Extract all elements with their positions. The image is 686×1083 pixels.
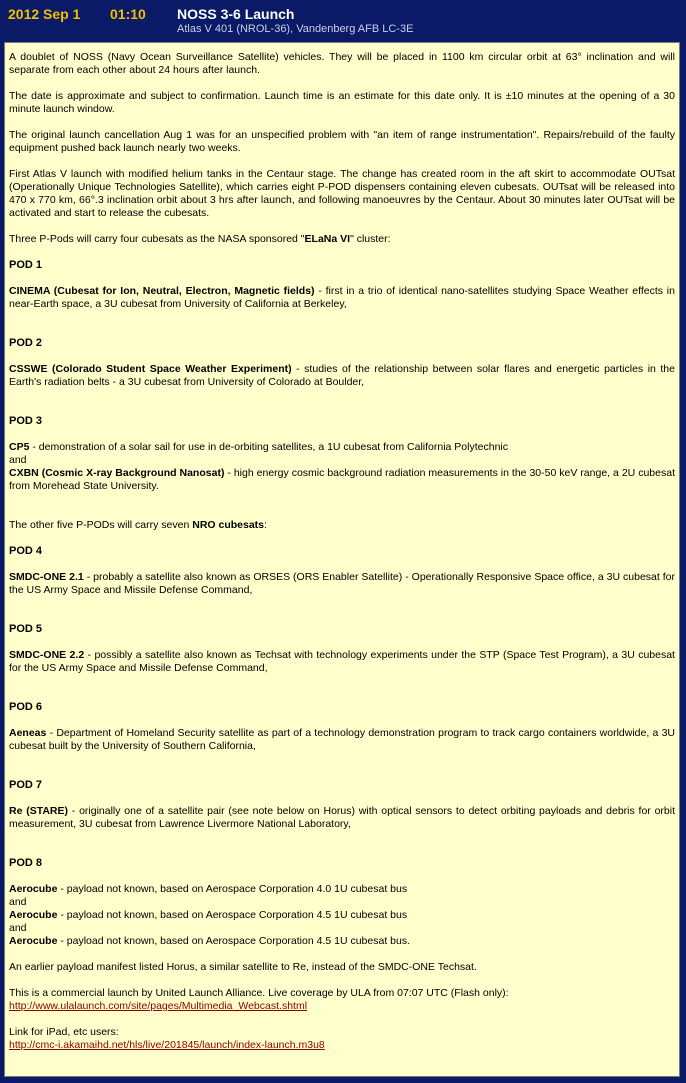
pod-7-heading: POD 7 <box>9 779 43 791</box>
pod-5-name: SMDC-ONE 2.2 <box>9 649 85 661</box>
nro-cubesats: NRO cubesats <box>192 519 265 531</box>
horus-paragraph: An earlier payload manifest listed Horus, a similar satellite to Re, instead of the SMDC-ONE Techsat. <box>9 961 477 973</box>
pod-8c-name: Aerocube <box>9 935 58 947</box>
pod-1-heading: POD 1 <box>9 259 43 271</box>
elana-cluster-name: ELaNa VI <box>304 233 351 245</box>
pod-8-desc <box>9 883 675 948</box>
elana-post: " cluster: <box>350 233 391 245</box>
pod-7-desc <box>9 805 675 831</box>
intro-paragraph: A doublet of NOSS (Navy Ocean Surveillance Satellite) vehicles. They will be placed in 1100 km circular orbit at 63° inclination and will separate from each other about 24 hours after launch. <box>9 51 675 76</box>
ipad-paragraph <box>9 1026 675 1052</box>
elana-paragraph <box>9 233 675 246</box>
pod-2-desc <box>9 363 675 389</box>
pod-1-text: - first in a trio of identical nano-satellites studying Space Weather effects in near-Earth space, a 3U cubesat from University of California at Berkeley, <box>9 285 675 310</box>
pod-3-and: and <box>9 454 27 466</box>
outsat-paragraph: First Atlas V launch with modified helium tanks in the Centaur stage. The change has created room in the aft skirt to accommodate OUTsat (Operationally Unique Technologies Satellite), which carries eight P-POD dispensers containing eleven cubesats. OUTsat will be released into 470 x 770 km, 66°.3 inclination orbit about 3 hrs after launch, and following manoeuvres by the Centaur. About 30 minutes later OUTsat will be activated and start to release the cubesats. <box>9 168 675 219</box>
pod-3b-name: CXBN (Cosmic X-ray Background Nanosat) <box>9 467 225 479</box>
pod-4-desc <box>9 571 675 597</box>
ipad-stream-link[interactable]: http://cmc-i.akamaihd.net/hls/live/201845/launch/index-launch.m3u8 <box>9 1039 325 1051</box>
pod-3-heading: POD 3 <box>9 415 43 427</box>
cancellation-paragraph: The original launch cancellation Aug 1 was for an unspecified problem with "an item of range instrumentation". Repairs/rebuild of the faulty equipment pushed back launch nearly two weeks. <box>9 129 675 154</box>
pod-6-heading: POD 6 <box>9 701 43 713</box>
launch-date: 2012 Sep 1 <box>8 6 81 22</box>
pod-4-text: - probably a satellite also known as ORSES (ORS Enabler Satellite) - Operationally Responsive Space office, a 3U cubesat for the US Army Space and Missile Defense Command, <box>9 571 675 596</box>
pod-3-desc <box>9 441 675 493</box>
pod-8-and-1: and <box>9 896 27 908</box>
ula-text: This is a commercial launch by United Launch Alliance. Live coverage by ULA from 07:07 UTC (Flash only): <box>9 987 509 999</box>
pod-8c-text: - payload not known, based on Aerospace Corporation 4.5 1U cubesat bus. <box>57 935 410 947</box>
pod-3a-name: CP5 <box>9 441 30 453</box>
pod-8a-name: Aerocube <box>9 883 58 895</box>
pod-7-name: Re (STARE) <box>9 805 69 817</box>
pod-2-text: - studies of the relationship between solar flares and energetic particles in the Earth's radiation belts - a 3U cubesat from University of Colorado at Boulder, <box>9 363 675 388</box>
launch-title: NOSS 3-6 Launch <box>177 6 295 22</box>
pod-6-name: Aeneas <box>9 727 47 739</box>
launch-vehicle-site: Atlas V 401 (NROL-36), Vandenberg AFB LC-3E <box>177 23 414 35</box>
pod-6-text: - Department of Homeland Security satellite as part of a technology demonstration program to track cargo containers worldwide, a 3U cubesat built by the University of Southern California, <box>9 727 675 752</box>
pod-8-heading: POD 8 <box>9 857 43 869</box>
date-note-paragraph: The date is approximate and subject to confirmation. Launch time is an estimate for this date only. It is ±10 minutes at the opening of a 30 minute launch window. <box>9 90 675 115</box>
nro-paragraph <box>9 519 675 532</box>
pod-7-text: - originally one of a satellite pair (see note below on Horus) with optical sensors to detect orbiting payloads and debris for orbit measurement, 3U cubesat from Lawrence Livermore National Laboratory, <box>9 805 676 830</box>
pod-6-desc <box>9 727 675 753</box>
pod-8b-text: - payload not known, based on Aerospace Corporation 4.5 1U cubesat bus <box>57 909 408 921</box>
header-bar <box>0 0 686 42</box>
ula-paragraph <box>9 987 675 1013</box>
nro-pre: The other five P-PODs will carry seven <box>9 519 193 531</box>
pod-8-and-2: and <box>9 922 27 934</box>
pod-5-text: - possibly a satellite also known as Techsat with technology experiments under the STP (Space Test Program), a 3U cubesat for the US Army Space and Missile Defense Command, <box>9 649 675 674</box>
pod-5-heading: POD 5 <box>9 623 43 635</box>
pod-2-heading: POD 2 <box>9 337 43 349</box>
launch-time: 01:10 <box>110 6 146 22</box>
pod-1-name: CINEMA (Cubesat for Ion, Neutral, Electron, Magnetic fields) <box>9 285 315 297</box>
ipad-text: Link for iPad, etc users: <box>9 1026 119 1038</box>
nro-post: : <box>264 519 267 531</box>
pod-8b-name: Aerocube <box>9 909 58 921</box>
ula-webcast-link[interactable]: http://www.ulalaunch.com/site/pages/Multimedia_Webcast.shtml <box>9 1000 308 1012</box>
pod-2-name: CSSWE (Colorado Student Space Weather Experiment) <box>9 363 292 375</box>
pod-1-desc <box>9 285 675 311</box>
pod-3a-text: - demonstration of a solar sail for use in de-orbiting satellites, a 1U cubesat from California Polytechnic <box>29 441 508 453</box>
elana-pre: Three P-Pods will carry four cubesats as the NASA sponsored " <box>9 233 305 245</box>
pod-4-heading: POD 4 <box>9 545 43 557</box>
pod-3b-text: - high energy cosmic background radiation measurements in the 30-50 keV range, a 2U cubesat from Morehead State University. <box>9 467 675 492</box>
pod-5-desc <box>9 649 675 675</box>
pod-4-name: SMDC-ONE 2.1 <box>9 571 84 583</box>
content-panel <box>4 42 680 1077</box>
pod-8a-text: - payload not known, based on Aerospace Corporation 4.0 1U cubesat bus <box>57 883 408 895</box>
